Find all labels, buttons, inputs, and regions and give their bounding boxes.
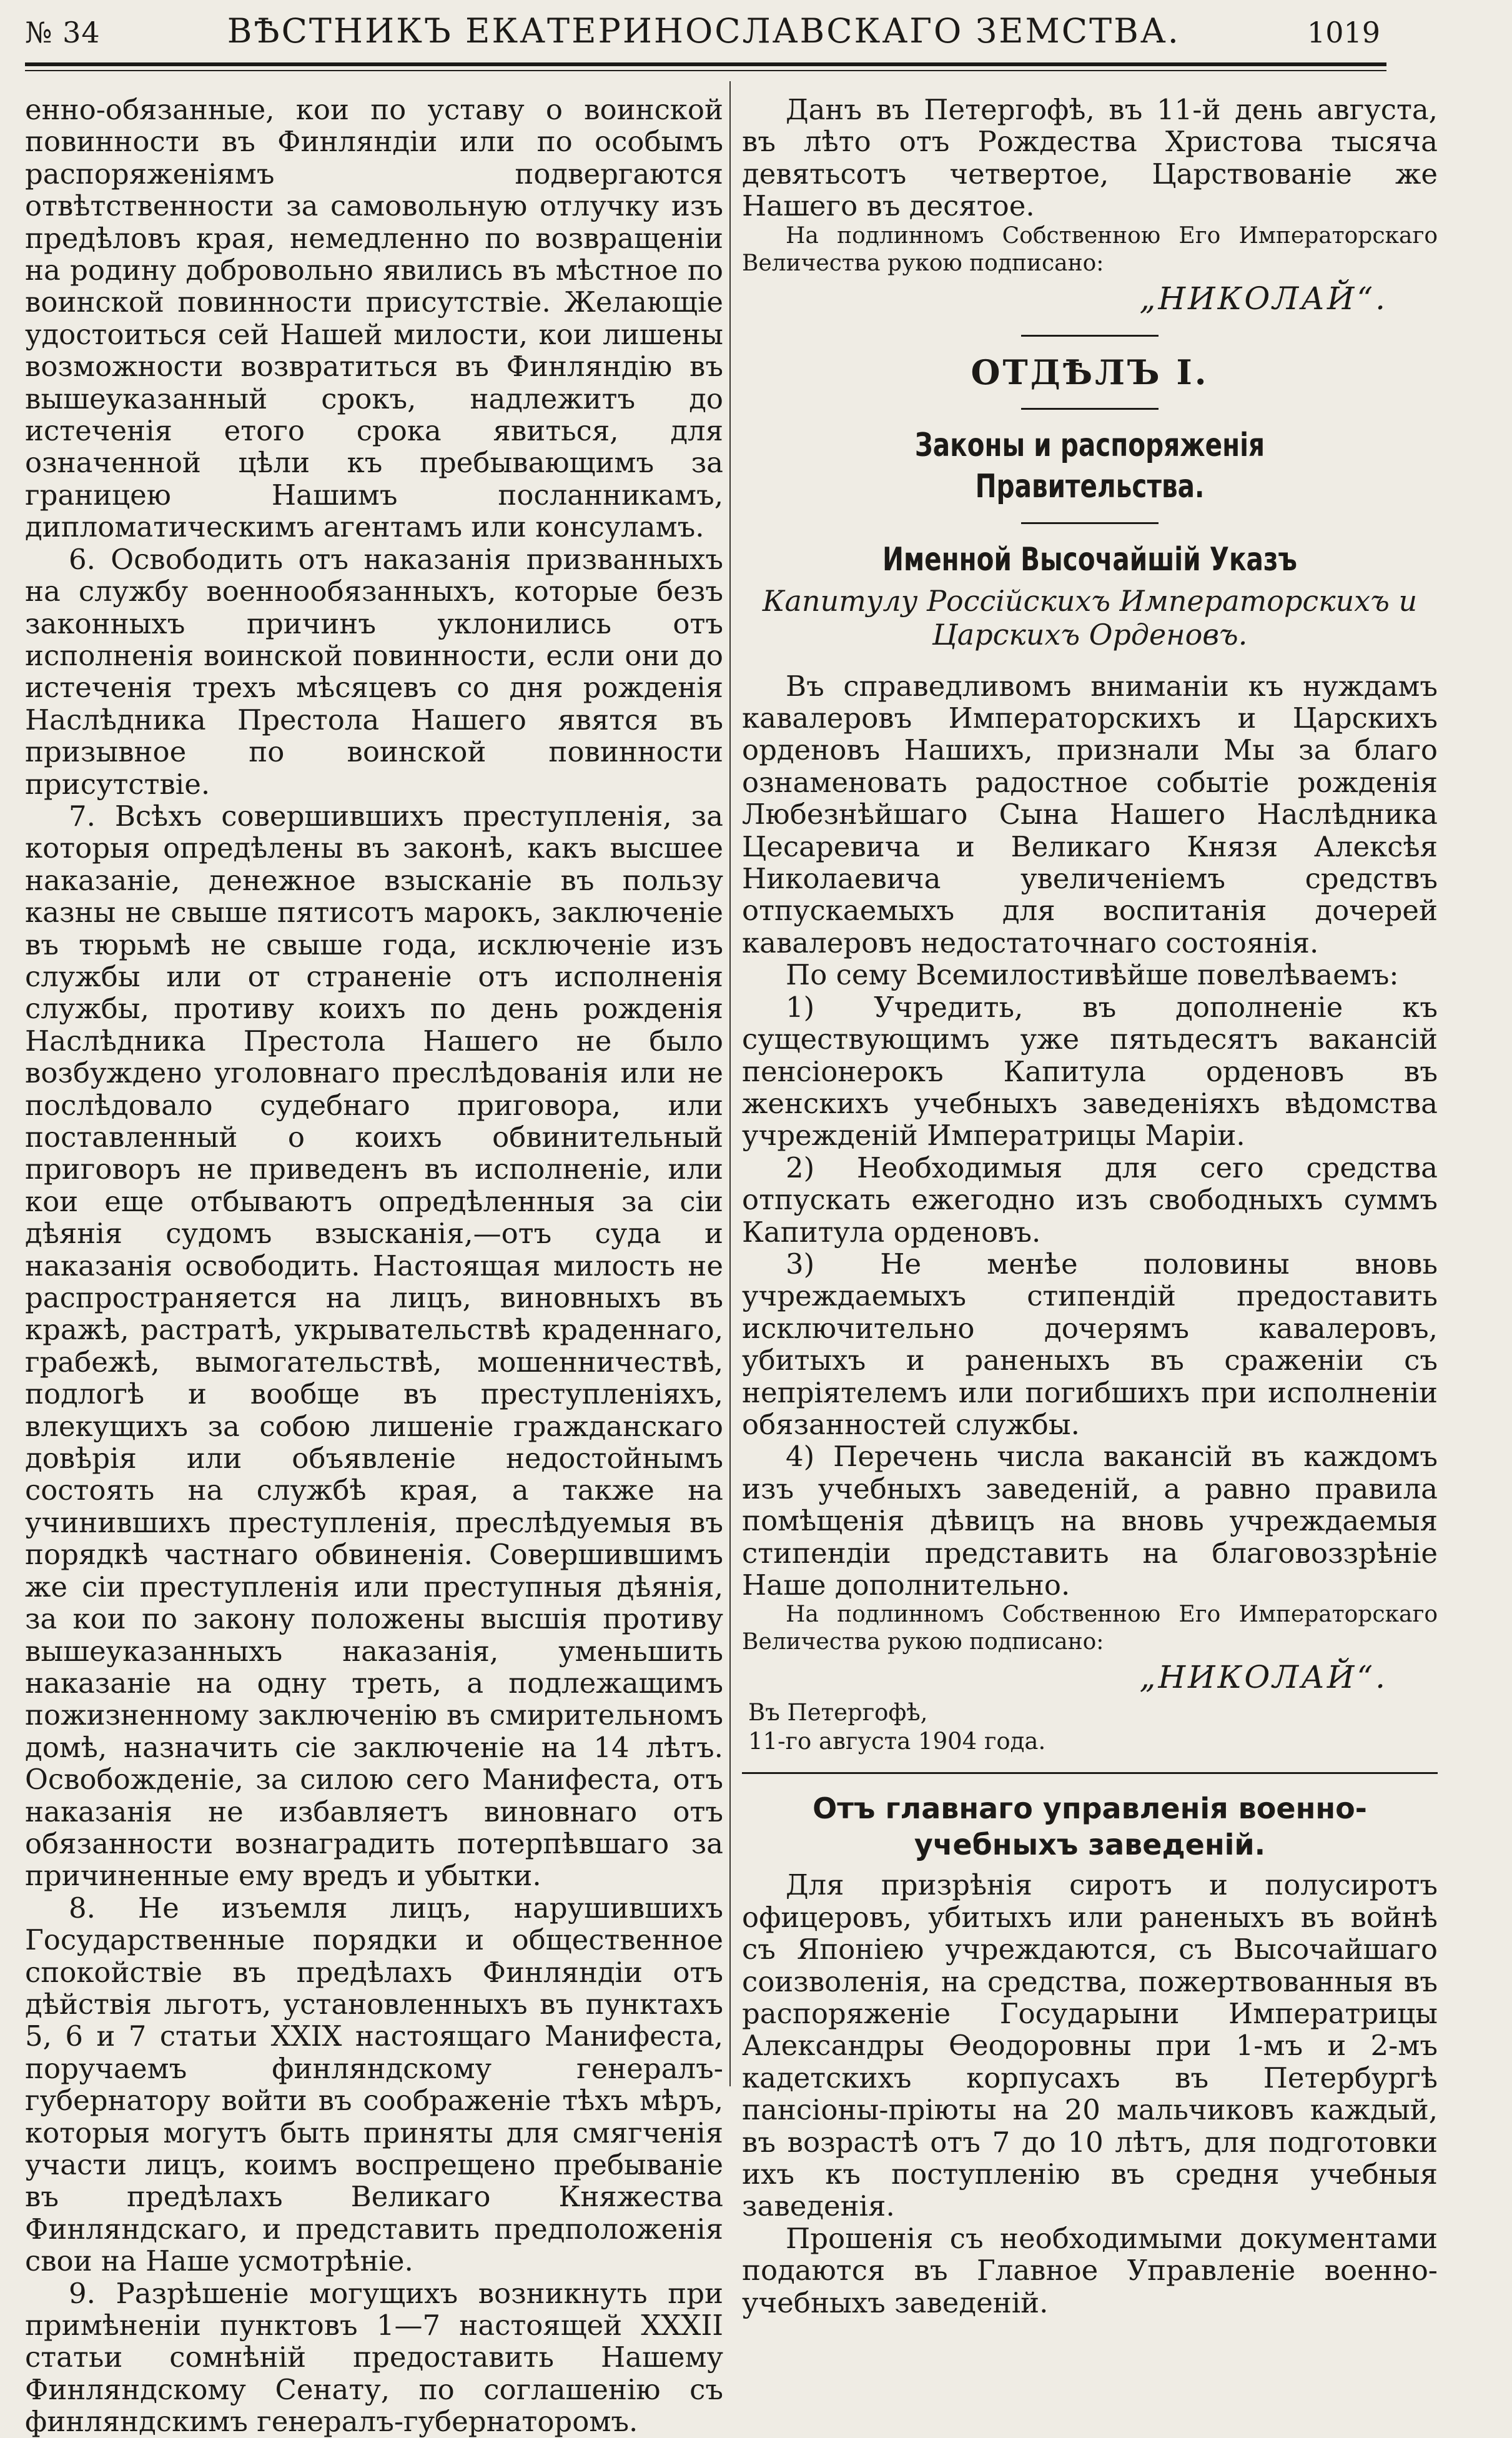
subheading: Отъ главнаго управленія военно-учебныхъ заведеній. [813, 1791, 1367, 1862]
section-title: Законы и распоряженія Правительства. [914, 426, 1265, 505]
decree-paragraph: 1) Учредить, въ дополненіе къ существующимъ уже пятьдесятъ вакансій пенсіонерокъ Капитула орденовъ въ женскихъ учебныхъ заведеніяхъ вѣдомства учрежденій Императрицы Маріи. [742, 990, 1438, 1152]
section-heading: ОТДѢЛЪ I. [971, 352, 1209, 392]
signed-note: На подлинномъ Собственною Его Императорскаго Величества рукою подписано: [742, 1602, 1438, 1655]
header-rule-thin [25, 70, 1386, 71]
decree-paragraph: 2) Необходимыя для сего средства отпускать ежегодно изъ свободныхъ суммъ Капитула орденовъ. [742, 1151, 1438, 1249]
signature: „НИКОЛАЙ“. [1139, 1659, 1388, 1696]
paragraph-continued: енно-обязанные, кои по уставу о воинской повинности въ Финляндіи или по особымъ распоряженіямъ подвергаются отвѣтственности за самовольную отлучку изъ предѣловъ края, немедленно по возвращеніи на родину добровольно явились въ мѣстное по воинской повинности присутствіе. Желающіе удостоиться сей Нашей милости, кои лишены возможности возвратиться въ Финляндію въ вышеуказанный срокъ, надлежитъ до истеченія етого срока явиться, для означенной цѣли къ пребывающимъ за границею Нашимъ посланникамъ, дипломатическимъ агентамъ или консуламъ. [25, 93, 723, 544]
signature: „НИКОЛАЙ“. [1139, 280, 1388, 317]
decree-paragraph: Въ справедливомъ вниманіи къ нуждамъ кавалеровъ Императорскихъ и Царскихъ орденовъ Нашихъ, признали Мы за благо ознаменовать радостное событіе рожденія Любезнѣйшаго Сына Нашего Наслѣдника Цесаревича и Великаго Князя Алексѣя Николаевича увеличеніемъ средствъ отпускаемыхъ для воспитанія дочерей кавалеровъ недостаточнаго состоянія. [742, 669, 1438, 959]
date-place: Въ Петергофѣ, [748, 1699, 928, 1727]
column-divider [729, 81, 731, 2086]
divider [1021, 335, 1159, 337]
date-line: 11-го августа 1904 года. [748, 1728, 1046, 1755]
paragraph-item-7: 7. Всѣхъ совершившихъ преступленія, за которыя опредѣлены въ законѣ, какъ высшее наказаніе, денежное взысканіе въ пользу казны не свыше пятисотъ марокъ, заключеніе въ тюрьмѣ не свыше года, исключеніе изъ службы или от страненіе отъ исполненія службы, противу коихъ по день рожденія Наслѣдника Престола Нашего не было возбуждено уголовнаго преслѣдованія или не послѣдовало судебнаго приговора, или поставленный о коихъ обвинительный приговоръ не приведенъ въ исполненіе, или кои еще отбываютъ опредѣленныя за сіи дѣянія судомъ взысканія,—отъ суда и наказанія освободить. Настоящая милость не распространяется на лицъ, виновныхъ въ кражѣ, растратѣ, укрывательствѣ краденнаго, грабежѣ, вымогательствѣ, мошенничествѣ, подлогѣ и вообще въ преступленіяхъ, влекущихъ за собою лишеніе гражданскаго довѣрія или объявленіе недостойнымъ состоять на службѣ края, а также на учинившихъ преступленія, преслѣдуемыя въ порядкѣ частнаго обвиненія. Совершившимъ же сіи преступленія или преступныя дѣянія, за кои по закону положены высшія противу вышеуказанныхъ наказанія, уменьшить наказаніе на одну треть, а подлежащимъ пожизненному заключенію въ смирительномъ домѣ, назначить сіе заключеніе на 14 лѣтъ. Освобожденіе, за силою сего Манифеста, отъ наказанія не избавляетъ виновнаго отъ обязанности вознаградить потерпѣвшаго за причиненные ему вредъ и убытки. [25, 799, 723, 1893]
left-column [25, 94, 723, 2438]
divider [1021, 408, 1159, 410]
notice-paragraph: Для призрѣнія сиротъ и полусиротъ офицеровъ, убитыхъ или раненыхъ въ войнѣ съ Японіею учреждаются, съ Высочайшаго соизволенія, на средства, пожертвованныя въ распоряженіе Государыни Императрицы Александры Ѳеодоровны при 1-мъ и 2-мъ кадетскихъ корпусахъ въ Петербургѣ пансіоны-пріюты на 20 мальчиковъ каждый, въ возрастѣ отъ 7 до 10 лѣтъ, для подготовки ихъ къ поступленію въ средня учебныя заведенія. [742, 1868, 1438, 2223]
decree-subtitle: Капитулу Россійскихъ Императорскихъ и Царскихъ Орденовъ. [762, 583, 1418, 652]
publication-title: ВѢСТНИКЪ ЕКАТЕРИНОСЛАВСКАГО ЗЕМСТВА. [227, 11, 1180, 51]
header-rule-thick [25, 62, 1386, 66]
paragraph-item-9: 9. Разрѣшеніе могущихъ возникнуть при примѣненіи пунктовъ 1—7 настоящей XXXII статьи сомнѣній предоставить Нашему Финляндскому Сенату, по соглашенію съ финляндскимъ генералъ-губернаторомъ. [25, 2276, 723, 2438]
decree-paragraph: 4) Перечень числа вакансій въ каждомъ изъ учебныхъ заведеній, а равно правила помѣщенія дѣвицъ на вновь учреждаемыя стипендіи представить на благовоззрѣніе Наше дополнительно. [742, 1440, 1438, 1602]
divider [742, 1772, 1438, 1774]
page-header [25, 11, 1380, 55]
given-at-paragraph: Данъ въ Петергофѣ, въ 11-й день августа, въ лѣто отъ Рождества Христова тысяча девятьсотъ четвертое, Царствованіе же Нашего въ десятое. [742, 93, 1438, 223]
notice-paragraph: Прошенія съ необходимыми документами подаются въ Главное Управленіе военно-учебныхъ заведеній. [742, 2221, 1438, 2319]
signed-note: На подлинномъ Собственною Его Императорскаго Величества рукою подписано: [742, 222, 1438, 276]
paragraph-item-6: 6. Освободить отъ наказанія призванныхъ на службу военнообязанныхъ, которые безъ законныхъ причинъ уклонились отъ исполненія воинской повинности, если они до истеченія трехъ мѣсяцевъ со дня рожденія Наслѣдника Престола Нашего явятся въ призывное по воинской повинности присутствіе. [25, 542, 723, 801]
issue-number: № 34 [25, 16, 101, 49]
divider [1021, 522, 1159, 524]
paragraph-item-8: 8. Не изъемля лицъ, нарушившихъ Государственные порядки и общественное спокойствіе въ предѣлахъ Финляндіи отъ дѣйствія льготъ, установленныхъ въ пунктахъ 5, 6 и 7 статьи XXIX настоящаго Манифеста, поручаемъ финляндскому генералъ-губернатору войти въ соображеніе тѣхъ мѣръ, которыя могутъ быть приняты для смягченія участи лицъ, коимъ воспрещено пребываніе въ предѣлахъ Великаго Княжества Финляндскаго, и представить предположенія свои на Наше усмотрѣніе. [25, 1891, 723, 2278]
decree-title: Именной Высочайшій Указъ [882, 540, 1297, 578]
decree-paragraph: 3) Не менѣе половины вновь учреждаемыхъ стипендій предоставить исключительно дочерямъ кавалеровъ, убитыхъ и раненыхъ въ сраженіи съ непріятелемъ или погибшихъ при исполненіи обязанностей службы. [742, 1247, 1438, 1441]
page-number: 1019 [1307, 16, 1380, 49]
right-column [742, 94, 1438, 2319]
decree-paragraph: По сему Всемилостивѣйше повелѣваемъ: [786, 958, 1399, 992]
